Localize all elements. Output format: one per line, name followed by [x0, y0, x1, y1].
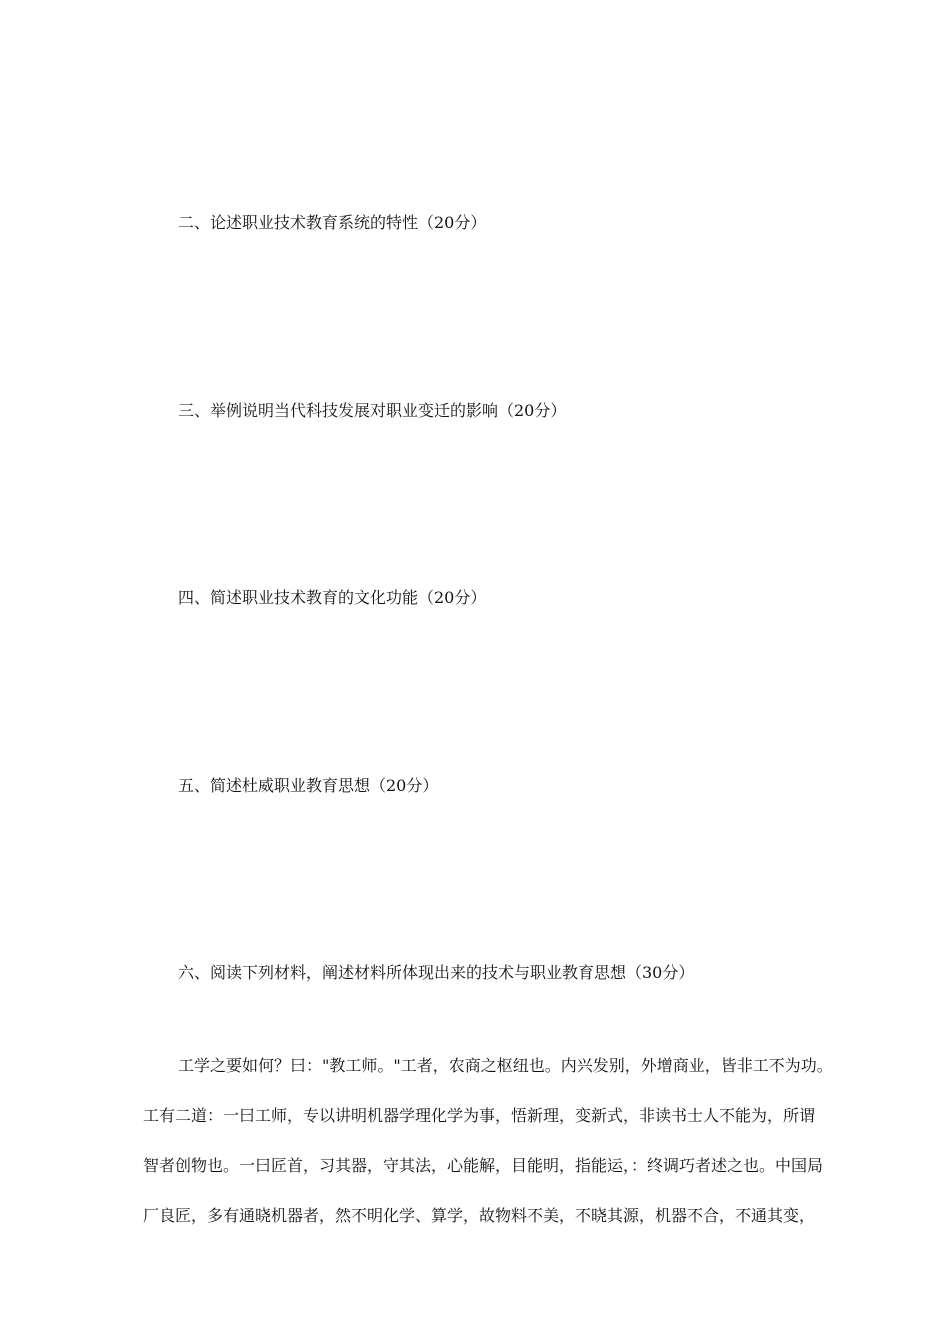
passage-line-1: 工学之要如何？曰："教工师。"工者，农商之枢纽也。内兴发别，外增商业，皆非工不为功。: [178, 1056, 833, 1075]
passage-line-2: 工有二道：一曰工师，专以讲明机器学理化学为事，悟新理，变新式，非读书士人不能为，所谓: [143, 1106, 816, 1125]
question-2: 二、论述职业技术教育系统的特性（20分）: [178, 213, 487, 232]
passage-line-4: 厂良匠，多有通晓机器者，然不明化学、算学，故物料不美，不晓其源，机器不合，不通其变，: [143, 1206, 816, 1225]
question-3: 三、举例说明当代科技发展对职业变迁的影响（20分）: [178, 401, 567, 420]
question-5: 五、简述杜威职业教育思想（20分）: [178, 776, 439, 795]
question-6: 六、阅读下列材料，阐述材料所体现出来的技术与职业教育思想（30分）: [178, 963, 695, 982]
passage-line-3: 智者创物也。一曰匠首，习其器，守其法，心能解，目能明，指能运，：终调巧者述之也。中国局: [143, 1156, 824, 1175]
question-4: 四、简述职业技术教育的文化功能（20分）: [178, 588, 487, 607]
